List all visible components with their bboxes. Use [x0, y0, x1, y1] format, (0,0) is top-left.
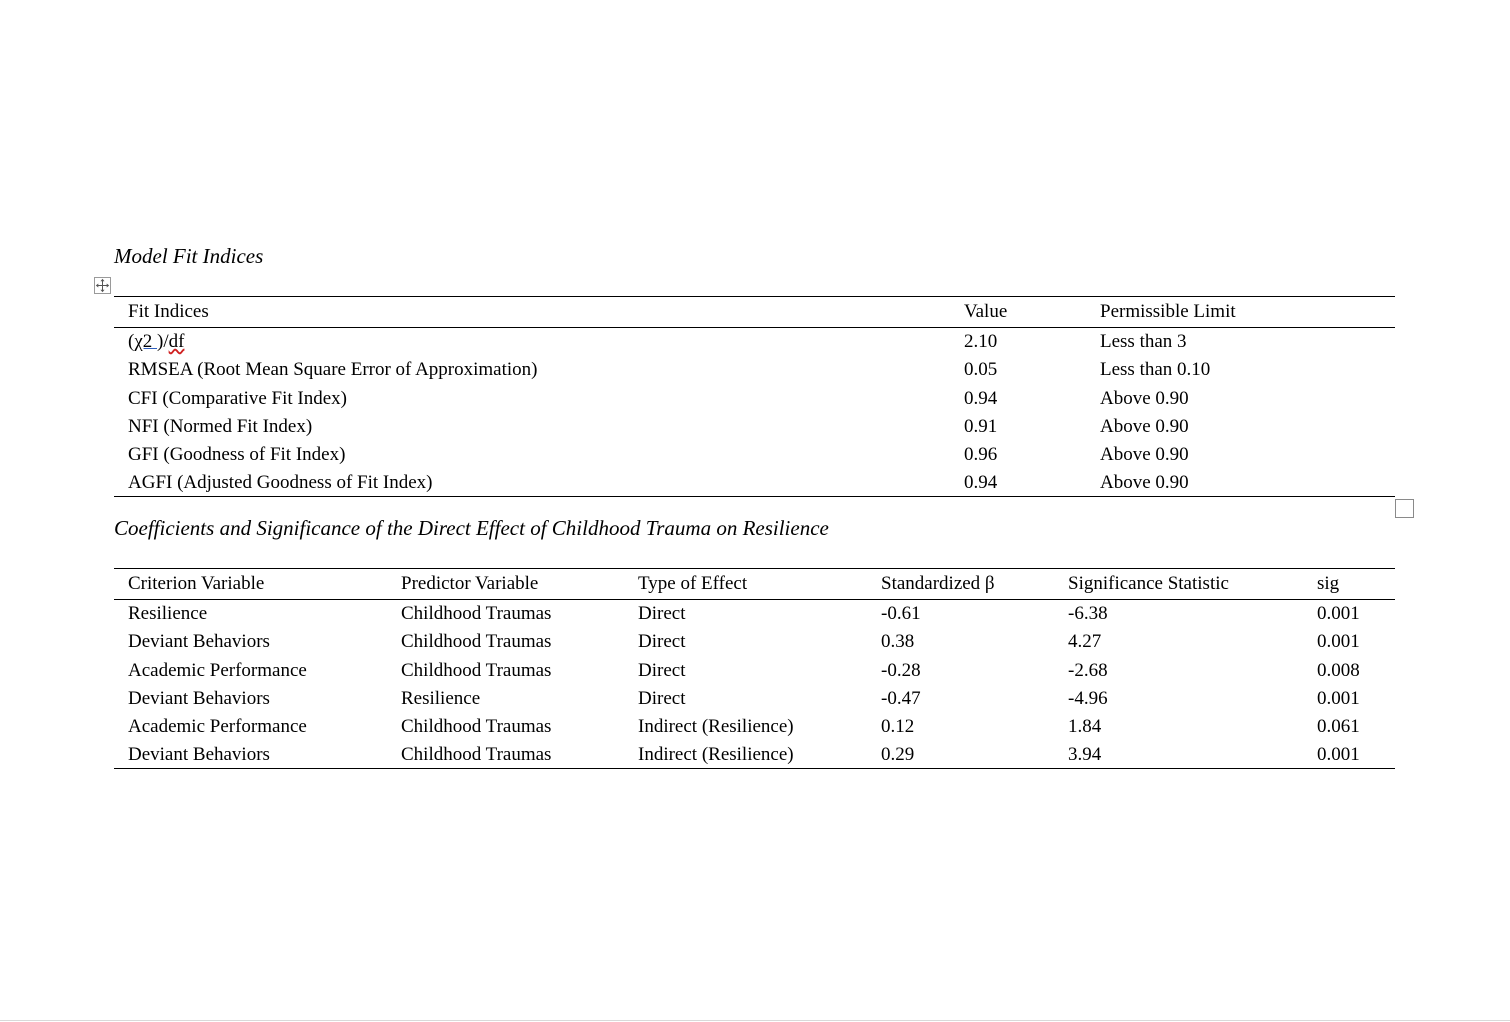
limit-cell: Above 0.90 — [1100, 444, 1189, 466]
beta-cell: -0.28 — [881, 659, 921, 681]
table-row — [114, 328, 1395, 357]
df-text: df — [168, 331, 185, 353]
table-row — [114, 685, 1395, 713]
predictor-cell: Childhood Traumas — [401, 603, 552, 625]
effect-cell: Indirect (Resilience) — [638, 716, 794, 738]
table-row — [114, 441, 1395, 469]
fit-index-cell: CFI (Comparative Fit Index) — [128, 387, 347, 409]
stat-cell: 4.27 — [1068, 631, 1102, 653]
limit-cell: Above 0.90 — [1100, 416, 1189, 438]
table-row — [114, 657, 1395, 685]
effect-cell: Indirect (Resilience) — [638, 741, 881, 769]
predictor-cell: Childhood Traumas — [401, 631, 552, 653]
value-cell: 0.05 — [964, 359, 998, 381]
table-row — [114, 628, 1395, 656]
sig-cell: 0.001 — [1317, 603, 1360, 625]
stat-cell: 3.94 — [1068, 741, 1317, 769]
predictor-cell: Childhood Traumas — [401, 659, 552, 681]
fit-index-cell: NFI (Normed Fit Index) — [128, 416, 313, 438]
predictor-cell: Resilience — [401, 688, 481, 710]
chi-square-symbol: χ2 — [134, 331, 158, 353]
column-header: Significance Statistic — [1068, 569, 1317, 600]
value-cell: 0.94 — [964, 469, 1100, 497]
sig-cell: 0.001 — [1317, 688, 1360, 710]
column-header: Criterion Variable — [114, 569, 401, 600]
chi-mid: )/ — [157, 331, 169, 353]
sig-cell: 0.008 — [1317, 659, 1360, 681]
value-cell: 0.94 — [964, 387, 998, 409]
table-row — [114, 385, 1395, 413]
value-cell: 0.96 — [964, 444, 998, 466]
coef-table-caption: Coefficients and Significance of the Direct Effect of Childhood Trauma on Resilience — [114, 516, 829, 540]
resize-square-icon[interactable] — [1395, 499, 1414, 518]
table-row — [114, 413, 1395, 441]
model-fit-table — [114, 296, 1395, 497]
column-header: Predictor Variable — [401, 569, 638, 600]
effect-cell: Direct — [638, 659, 686, 681]
limit-cell: Above 0.90 — [1100, 387, 1189, 409]
beta-cell: -0.47 — [881, 688, 921, 710]
table-header-row — [114, 297, 1395, 328]
value-cell: 0.91 — [964, 416, 998, 438]
page-edge-divider — [0, 1020, 1510, 1021]
effect-cell: Direct — [638, 688, 686, 710]
fit-index-cell: RMSEA (Root Mean Square Error of Approximation) — [128, 359, 538, 381]
fit-index-cell: GFI (Goodness of Fit Index) — [128, 444, 346, 466]
criterion-cell: Deviant Behaviors — [128, 688, 270, 710]
predictor-cell: Childhood Traumas — [401, 716, 552, 738]
criterion-cell: Resilience — [128, 603, 208, 625]
criterion-cell: Deviant Behaviors — [128, 631, 270, 653]
beta-cell: -0.61 — [881, 603, 921, 625]
table-row — [114, 741, 1395, 769]
criterion-cell: Academic Performance — [128, 659, 307, 681]
stat-cell: -2.68 — [1068, 659, 1108, 681]
column-header: Type of Effect — [638, 569, 881, 600]
table-row — [114, 713, 1395, 741]
sig-cell: 0.001 — [1317, 631, 1360, 653]
move-arrows-icon[interactable] — [94, 277, 111, 294]
column-header: sig — [1317, 569, 1395, 600]
fit-index-cell: AGFI (Adjusted Goodness of Fit Index) — [114, 469, 964, 497]
fit-table-caption: Model Fit Indices — [114, 244, 264, 268]
predictor-cell: Childhood Traumas — [401, 741, 638, 769]
effect-cell: Direct — [638, 631, 686, 653]
beta-cell: 0.12 — [881, 716, 915, 738]
table-row — [114, 600, 1395, 629]
table-row — [114, 469, 1395, 497]
beta-cell: 0.38 — [881, 631, 915, 653]
sig-cell: 0.001 — [1317, 741, 1395, 769]
limit-cell: Above 0.90 — [1100, 469, 1395, 497]
limit-cell: Less than 3 — [1100, 331, 1187, 353]
table-row — [114, 356, 1395, 384]
limit-cell: Less than 0.10 — [1100, 359, 1211, 381]
criterion-cell: Academic Performance — [128, 716, 307, 738]
stat-cell: -4.96 — [1068, 688, 1108, 710]
value-cell: 2.10 — [964, 331, 998, 353]
criterion-cell: Deviant Behaviors — [114, 741, 401, 769]
table-header-row — [114, 569, 1395, 600]
chi-open: ( — [128, 331, 135, 353]
stat-cell: -6.38 — [1068, 603, 1108, 625]
fit-index-cell — [114, 328, 964, 357]
column-header: Standardized β — [881, 569, 1068, 600]
column-header: Permissible Limit — [1100, 297, 1395, 328]
beta-cell: 0.29 — [881, 741, 1068, 769]
stat-cell: 1.84 — [1068, 716, 1102, 738]
sig-cell: 0.061 — [1317, 716, 1360, 738]
coefficients-table — [114, 568, 1395, 769]
column-header: Fit Indices — [114, 297, 964, 328]
effect-cell: Direct — [638, 603, 686, 625]
column-header: Value — [964, 297, 1100, 328]
